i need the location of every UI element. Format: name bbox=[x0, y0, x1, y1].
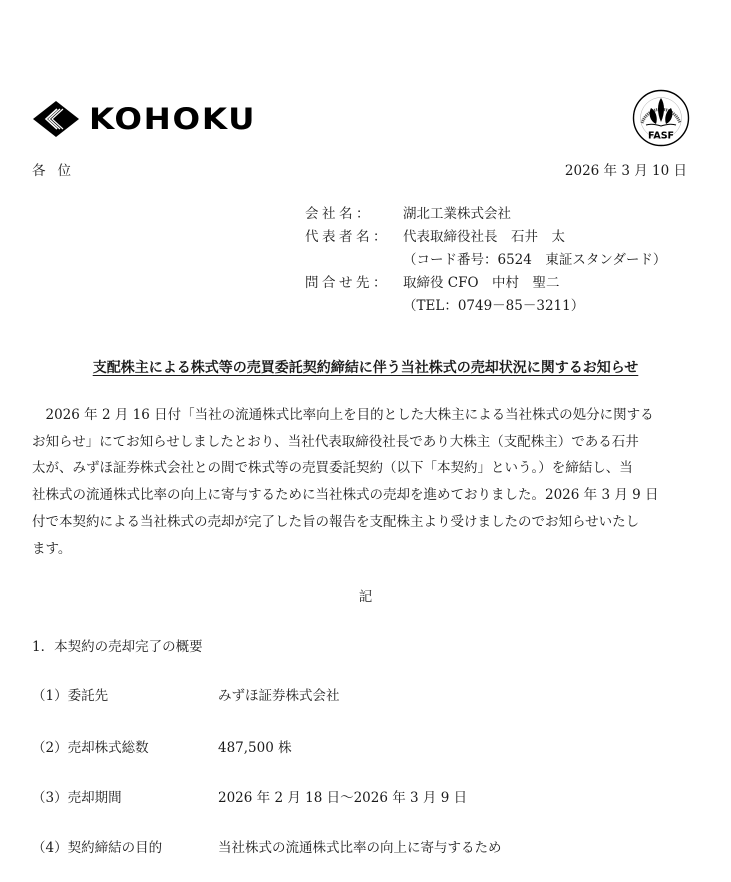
section-heading: 1．本契約の売却完了の概要 bbox=[32, 639, 203, 655]
company-logo bbox=[32, 100, 257, 138]
item-value: 当社株式の流通株式比率の向上に寄与するため bbox=[218, 840, 502, 856]
fasf-seal bbox=[632, 89, 690, 147]
logo-wordmark: KOHOKU bbox=[89, 102, 257, 136]
kohoku-diamond-logo-icon bbox=[32, 100, 80, 138]
stock-code: （コード番号：6524 東証スタンダード） bbox=[403, 252, 667, 268]
info-row-contact bbox=[305, 272, 666, 295]
fasf-seal-icon bbox=[632, 89, 690, 147]
info-label bbox=[305, 249, 403, 272]
item-label: （1）委託先 bbox=[32, 688, 109, 704]
info-row-stock-code bbox=[305, 249, 666, 272]
item-label: （4）契約締結の目的 bbox=[32, 840, 163, 856]
item-value: 2026 年 2 月 18 日～2026 年 3 月 9 日 bbox=[218, 790, 468, 806]
contact-phone: （TEL：0749－85－3211） bbox=[403, 298, 585, 314]
item-label: （2）売却株式総数 bbox=[32, 740, 149, 756]
summary-item-consignee bbox=[32, 684, 340, 704]
company-info bbox=[305, 203, 666, 318]
summary-item-total-shares bbox=[32, 736, 292, 756]
contact-person: 取締役 CFO 中村 聖二 bbox=[403, 275, 560, 291]
body-line: 社株式の流通株式比率の向上に寄与するために当社株式の売却を進めておりました。2026 年 3 月 9 日 bbox=[32, 487, 659, 504]
info-row-representative bbox=[305, 226, 666, 249]
item-label: （3）売却期間 bbox=[32, 790, 122, 806]
fasf-label: FASF bbox=[647, 130, 675, 142]
body-line: ます。 bbox=[32, 540, 72, 557]
item-value: 487,500 株 bbox=[218, 740, 292, 756]
item-value: みずほ証券株式会社 bbox=[218, 688, 340, 704]
body-line: 2026 年 2 月 16 日付「当社の流通株式比率向上を目的とした大株主による当社株式の処分に関する bbox=[32, 407, 654, 423]
body-line: 太が、みずほ証券株式会社との間で株式等の売買委託契約（以下「本契約」という。）を締結し、当 bbox=[32, 460, 633, 477]
company-name: 湖北工業株式会社 bbox=[403, 206, 511, 222]
addressee: 各位 bbox=[32, 163, 83, 179]
info-label: 会社名： bbox=[305, 206, 373, 222]
info-label: 代表者名： bbox=[305, 229, 390, 245]
info-row-company-name bbox=[305, 203, 666, 226]
ki-marker: 記 bbox=[358, 589, 373, 605]
issue-date: 2026 年 3 月 10 日 bbox=[564, 163, 687, 179]
info-label: 問合せ先： bbox=[305, 275, 390, 291]
body-line: 付で本契約による当社株式の売却が完了した旨の報告を支配株主より受けましたのでお知らせいたし bbox=[32, 513, 640, 530]
representative-name: 代表取締役社長 石井 太 bbox=[403, 229, 565, 245]
summary-item-sale-period bbox=[32, 786, 467, 806]
document-title: 支配株主による株式等の売買委託契約締結に伴う当社株式の売却状況に関するお知らせ bbox=[92, 360, 639, 376]
body-line: お知らせ」にてお知らせしましたとおり、当社代表取締役社長であり大株主（支配株主）である石井 bbox=[32, 433, 639, 450]
info-row-phone bbox=[305, 295, 666, 318]
summary-item-purpose bbox=[32, 836, 502, 856]
body-paragraph bbox=[32, 402, 692, 562]
info-label bbox=[305, 295, 403, 318]
